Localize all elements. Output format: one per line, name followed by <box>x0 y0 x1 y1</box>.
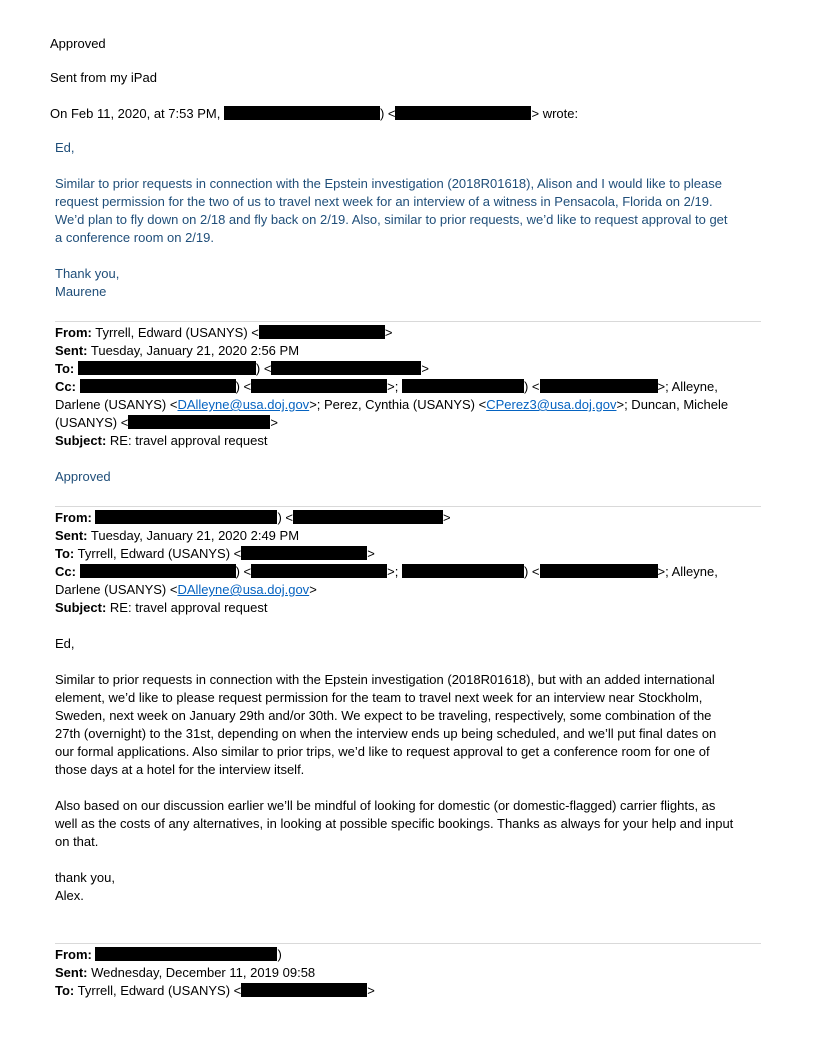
redacted-block <box>402 379 524 393</box>
message-body-line: our formal applications. Also similar to prior trips, we’d like to request approval to get a conference room for one of <box>55 744 710 759</box>
signature-text: Sent from my iPad <box>50 70 157 85</box>
redacted-block <box>241 546 367 560</box>
message-body-line: Similar to prior requests in connection with the Epstein investigation (2018R01618), Alison and I would like to please <box>55 176 722 191</box>
message-body-line: those days at a hotel for the interview itself. <box>55 762 305 777</box>
message-signature-name: Alex. <box>55 888 84 903</box>
header-cc: Cc: ) < >; ) < >; Alleyne, <box>55 379 718 394</box>
message-body-line: a conference room on 2/19. <box>55 230 214 245</box>
redacted-block <box>540 564 658 578</box>
header-from: From: Tyrrell, Edward (USANYS) < > <box>55 325 393 340</box>
header-to: To: Tyrrell, Edward (USANYS) < > <box>55 546 375 561</box>
message-greeting: Ed, <box>55 636 75 651</box>
message-body-line: Similar to prior requests in connection with the Epstein investigation (2018R01618), but with an added international <box>55 672 715 687</box>
header-subject: Subject: RE: travel approval request <box>55 433 268 448</box>
header-cc-cont: Darlene (USANYS) <DAlleyne@usa.doj.gov> <box>55 582 317 597</box>
redacted-block <box>80 564 236 578</box>
message-closing: thank you, <box>55 870 115 885</box>
header-sent: Sent: Tuesday, January 21, 2020 2:56 PM <box>55 343 300 358</box>
header-divider <box>55 943 761 944</box>
header-divider <box>55 321 761 322</box>
redacted-block <box>128 415 270 429</box>
redacted-block <box>78 361 256 375</box>
message-body-line: Sweden, next week on January 29th and/or 30th. We expect to be traveling, respectively, some combination of the <box>55 708 712 723</box>
header-sent: Sent: Wednesday, December 11, 2019 09:58 <box>55 965 316 980</box>
message-body-line: well as the costs of any alternatives, in looking at possible specific bookings. Thanks as always for your help and input <box>55 816 734 831</box>
message-closing: Thank you, <box>55 266 120 281</box>
email-link[interactable]: CPerez3@usa.doj.gov <box>486 397 617 412</box>
header-to: To: ) < > <box>55 361 430 376</box>
redacted-block <box>293 510 443 524</box>
header-cc: Cc: ) < >; ) < >; Alleyne, <box>55 564 718 579</box>
redacted-block <box>395 106 531 120</box>
header-cc-cont: Darlene (USANYS) <DAlleyne@usa.doj.gov>; Perez, Cynthia (USANYS) <CPerez3@usa.doj.gov>; Duncan, Michele <box>55 397 729 412</box>
approved-reply: Approved <box>50 36 106 51</box>
quote-attribution: On Feb 11, 2020, at 7:53 PM, ) < > wrote: <box>50 106 579 121</box>
email-link[interactable]: DAlleyne@usa.doj.gov <box>177 397 310 412</box>
header-to: To: Tyrrell, Edward (USANYS) < > <box>55 983 375 998</box>
header-subject: Subject: RE: travel approval request <box>55 600 268 615</box>
header-sent: Sent: Tuesday, January 21, 2020 2:49 PM <box>55 528 300 543</box>
message-body-line: Also based on our discussion earlier we’ll be mindful of looking for domestic (or domestic-flagged) carrier flights, as <box>55 798 716 813</box>
redacted-block <box>95 510 277 524</box>
header-from: From: ) < > <box>55 510 451 525</box>
header-from: From: ) <box>55 947 282 962</box>
redacted-block <box>80 379 236 393</box>
message-signature-name: Maurene <box>55 284 107 299</box>
redacted-block <box>241 983 367 997</box>
message-body-line: We’d plan to fly down on 2/18 and fly back on 2/19. Also, similar to prior requests, we’d like to request approval to get <box>55 212 728 227</box>
redacted-block <box>224 106 380 120</box>
redacted-block <box>259 325 385 339</box>
message-body-line: element, we’d like to please request permission for the team to travel next week for an interview near Stockholm, <box>55 690 703 705</box>
message-body-line: request permission for the two of us to travel next week for an interview of a witness in Pensacola, Florida on 2/19. <box>55 194 713 209</box>
header-divider <box>55 506 761 507</box>
redacted-block <box>402 564 524 578</box>
message-body: Approved <box>55 469 111 484</box>
message-body-line: 27th (overnight) to the 31st, depending on when the interview ends up being scheduled, and we’ll put final dates on <box>55 726 717 741</box>
redacted-block <box>95 947 277 961</box>
redacted-block <box>540 379 658 393</box>
email-link[interactable]: DAlleyne@usa.doj.gov <box>177 582 310 597</box>
redacted-block <box>251 379 387 393</box>
redacted-block <box>251 564 387 578</box>
redacted-block <box>271 361 421 375</box>
message-body-line: on that. <box>55 834 99 849</box>
header-cc-cont: (USANYS) < > <box>55 415 278 430</box>
message-greeting: Ed, <box>55 140 75 155</box>
